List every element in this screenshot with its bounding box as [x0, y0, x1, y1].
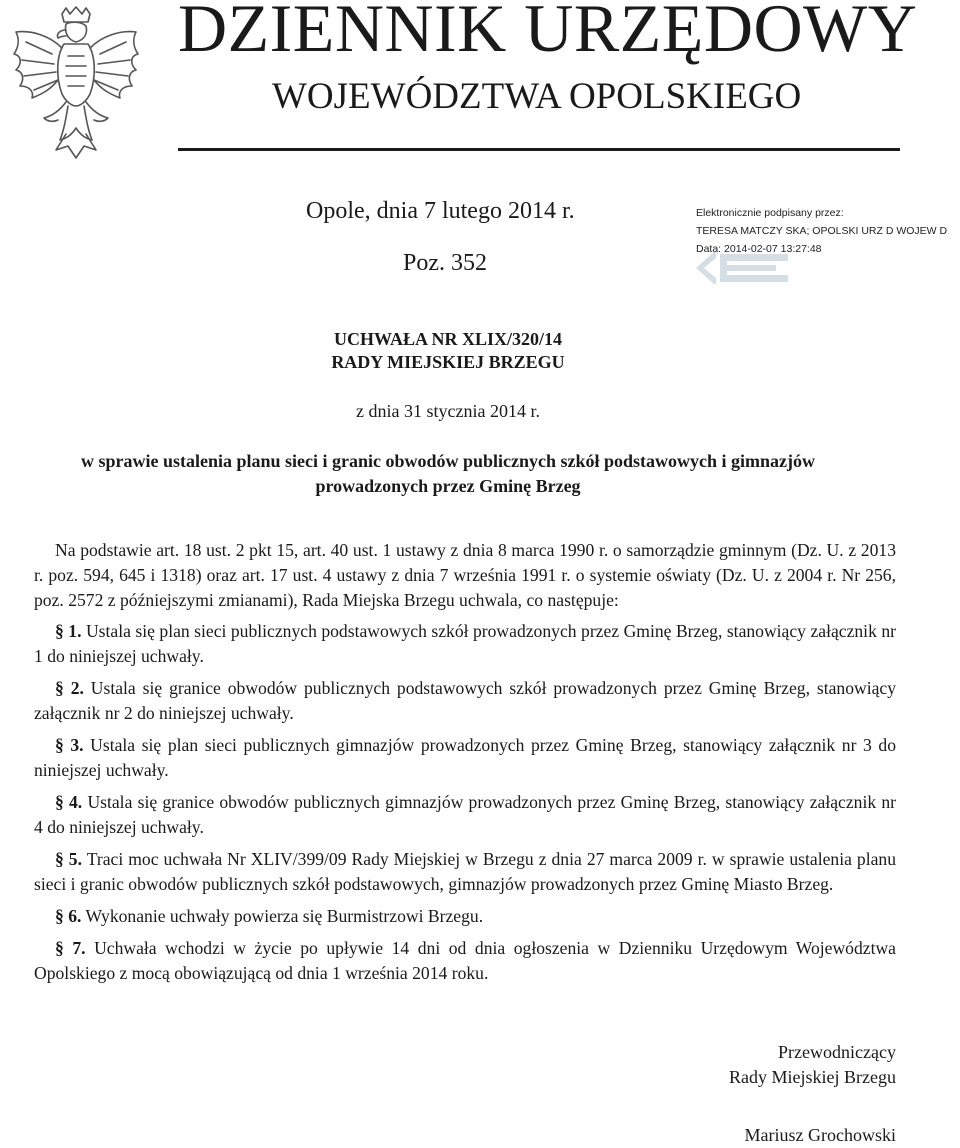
- paragraph-number: § 3.: [55, 735, 84, 755]
- resolution-issuer: RADY MIEJSKIEJ BRZEGU: [331, 352, 565, 372]
- paragraph-text: Ustala się plan sieci publicznych gimnazjów prowadzonych przez Gminę Brzeg, stanowiący załącznik nr 3 do niniejszej uchwały.: [34, 735, 897, 780]
- signature-body: Rady Miejskiej Brzegu: [729, 1067, 896, 1087]
- paragraph-text: Ustala się granice obwodów publicznych podstawowych szkół prowadzonych przez Gminę Brzeg, stanowiący załącznik nr 2 do niniejszej uchwały.: [34, 678, 897, 723]
- paragraph-number: § 5.: [55, 849, 83, 869]
- paragraph-number: § 4.: [55, 792, 83, 812]
- signature-date: Data: 2014-02-07 13:27:48: [696, 243, 822, 255]
- masthead-divider: [178, 148, 900, 151]
- paragraph-number: § 6.: [55, 906, 82, 926]
- eagle-emblem-icon: [6, 6, 146, 166]
- signature-role: Przewodniczący: [778, 1042, 896, 1062]
- legal-basis-preamble: Na podstawie art. 18 ust. 2 pkt 15, art. 40 ust. 1 ustawy z dnia 8 marca 1990 r. o samorządzie gminnym (Dz. U. z 2013 r. poz. 594, 645 i 1318) oraz art. 17 ust. 4 ustawy z dnia 7 września 1991 r. o systemie oświaty (Dz. U. z 2004 r. Nr 256, poz. 2572 z późniejszymi zmianami), Rada Miejska Brzegu uchwala, co następuje:: [34, 540, 896, 610]
- paragraph-7: [34, 936, 896, 986]
- paragraph-number: § 2.: [55, 678, 84, 698]
- signature-signer: TERESA MATCZY SKA; OPOLSKI URZ D WOJEW D: [696, 225, 948, 237]
- paragraph-number: § 7.: [55, 938, 86, 958]
- resolution-subject-line-1: w sprawie ustalenia planu sieci i granic obwodów publicznych szkół podstawowych i gimnazjów: [80, 451, 816, 471]
- signature-label: Elektronicznie podpisany przez:: [696, 207, 844, 219]
- publication-place-date: Opole, dnia 7 lutego 2014 r.: [306, 198, 575, 224]
- journal-title: DZIENNIK URZĘDOWY: [178, 0, 918, 66]
- paragraph-text: Uchwała wchodzi w życie po upływie 14 dni od dnia ogłoszenia w Dzienniku Urzędowym Województwa Opolskiego z mocą obowiązującą od dnia 1 września 2014 roku.: [34, 938, 896, 983]
- resolution-number: UCHWAŁA NR XLIX/320/14: [333, 329, 563, 349]
- paragraph-5: [34, 847, 896, 897]
- paragraph-3: [34, 733, 896, 783]
- journal-subtitle: WOJEWÓDZTWA OPOLSKIEGO: [272, 76, 802, 117]
- resolution-body: [34, 538, 896, 993]
- paragraph-text: Ustala się granice obwodów publicznych gimnazjów prowadzonych przez Gminę Brzeg, stanowiący załącznik nr 4 do niniejszej uchwały.: [34, 792, 896, 837]
- paragraph-4: [34, 790, 896, 840]
- resolution-subject: [0, 449, 896, 499]
- chairman-signature: [729, 1040, 896, 1148]
- paragraph-number: § 1.: [55, 621, 82, 641]
- paragraph-text: Ustala się plan sieci publicznych podstawowych szkół prowadzonych przez Gminę Brzeg, stanowiący załącznik nr 1 do niniejszej uchwały.: [34, 621, 896, 666]
- resolution-date: z dnia 31 stycznia 2014 r.: [356, 401, 540, 421]
- resolution-title: [0, 328, 896, 374]
- resolution-subject-line-2: prowadzonych przez Gminę Brzeg: [315, 476, 581, 496]
- paragraph-1: [34, 619, 896, 669]
- electronic-signature-stamp: [696, 204, 960, 284]
- signatory-name: Mariusz Grochowski: [744, 1125, 896, 1145]
- paragraph-6: [34, 904, 896, 929]
- position-number: Poz. 352: [403, 250, 487, 276]
- paragraph-text: Wykonanie uchwały powierza się Burmistrzowi Brzegu.: [85, 906, 484, 926]
- paragraph-2: [34, 676, 896, 726]
- paragraph-text: Traci moc uchwała Nr XLIV/399/09 Rady Miejskiej w Brzegu z dnia 27 marca 2009 r. w sprawie ustalenia planu sieci i granic obwodów publicznych szkół podstawowych, gimnazjów prowadzonych przez Gminę Miasto Brzeg.: [34, 849, 896, 894]
